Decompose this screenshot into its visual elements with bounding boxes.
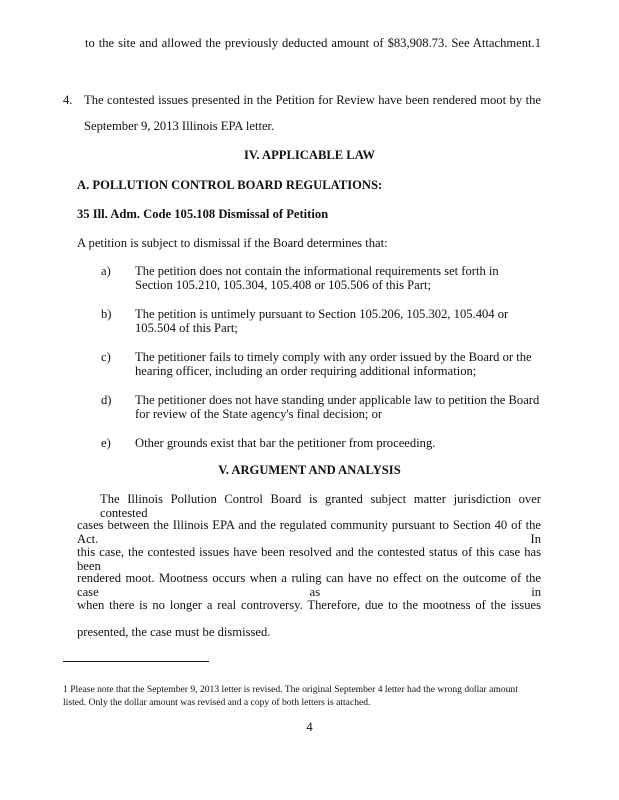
item-number: 4.: [63, 93, 73, 107]
subsection-heading: A. POLLUTION CONTROL BOARD REGULATIONS:: [77, 178, 383, 192]
paragraph-line: presented, the case must be dismissed.: [77, 625, 271, 639]
footnote-separator: [63, 661, 209, 662]
list-item-line: The petitioner does not have standing under applicable law to petition the Board: [135, 393, 540, 407]
item-text-line: September 9, 2013 Illinois EPA letter.: [84, 119, 275, 133]
list-item-line: for review of the State agency's final decision; or: [135, 407, 383, 421]
list-item-line: Section 105.210, 105.304, 105.408 or 105.506 of this Part;: [135, 278, 431, 292]
paragraph-line: cases between the Illinois EPA and the regulated community pursuant to Section 40 of the Act. In: [77, 518, 541, 546]
list-letter: e): [101, 436, 111, 450]
paragraph-line: The Illinois Pollution Control Board is granted subject matter jurisdiction over contested: [100, 492, 541, 520]
intro-text: A petition is subject to dismissal if the Board determines that:: [77, 236, 388, 250]
list-letter: d): [101, 393, 112, 407]
list-letter: c): [101, 350, 111, 364]
list-letter: b): [101, 307, 112, 321]
footnote-line: 1 Please note that the September 9, 2013 letter is revised. The original September 4 letter had the wrong dollar amount: [63, 684, 518, 695]
paragraph-line: when there is no longer a real controversy. Therefore, due to the mootness of the issues: [77, 598, 541, 612]
list-item-line: The petition is untimely pursuant to Section 105.206, 105.302, 105.404 or: [135, 307, 509, 321]
footnote-line: listed. Only the dollar amount was revised and a copy of both letters is attached.: [63, 697, 371, 708]
list-item-line: 105.504 of this Part;: [135, 321, 238, 335]
continuation-line: to the site and allowed the previously deducted amount of $83,908.73. See Attachment.1: [85, 36, 541, 50]
list-letter: a): [101, 264, 111, 278]
list-item-line: The petition does not contain the informational requirements set forth in: [135, 264, 499, 278]
list-item-line: Other grounds exist that bar the petitioner from proceeding.: [135, 436, 436, 450]
code-heading: 35 Ill. Adm. Code 105.108 Dismissal of Petition: [77, 207, 329, 221]
section-heading: V. ARGUMENT AND ANALYSIS: [218, 463, 401, 477]
list-item-line: hearing officer, including an order requiring additional information;: [135, 364, 477, 378]
page-number: 4: [306, 720, 313, 734]
paragraph-line: rendered moot. Mootness occurs when a ruling can have no effect on the outcome of the case as in: [77, 571, 541, 599]
list-item-line: The petitioner fails to timely comply with any order issued by the Board or the: [135, 350, 532, 364]
item-text-line: The contested issues presented in the Petition for Review have been rendered moot by the: [84, 93, 541, 107]
paragraph-line: this case, the contested issues have been resolved and the contested status of this case has been: [77, 545, 541, 573]
section-heading: IV. APPLICABLE LAW: [244, 148, 375, 162]
